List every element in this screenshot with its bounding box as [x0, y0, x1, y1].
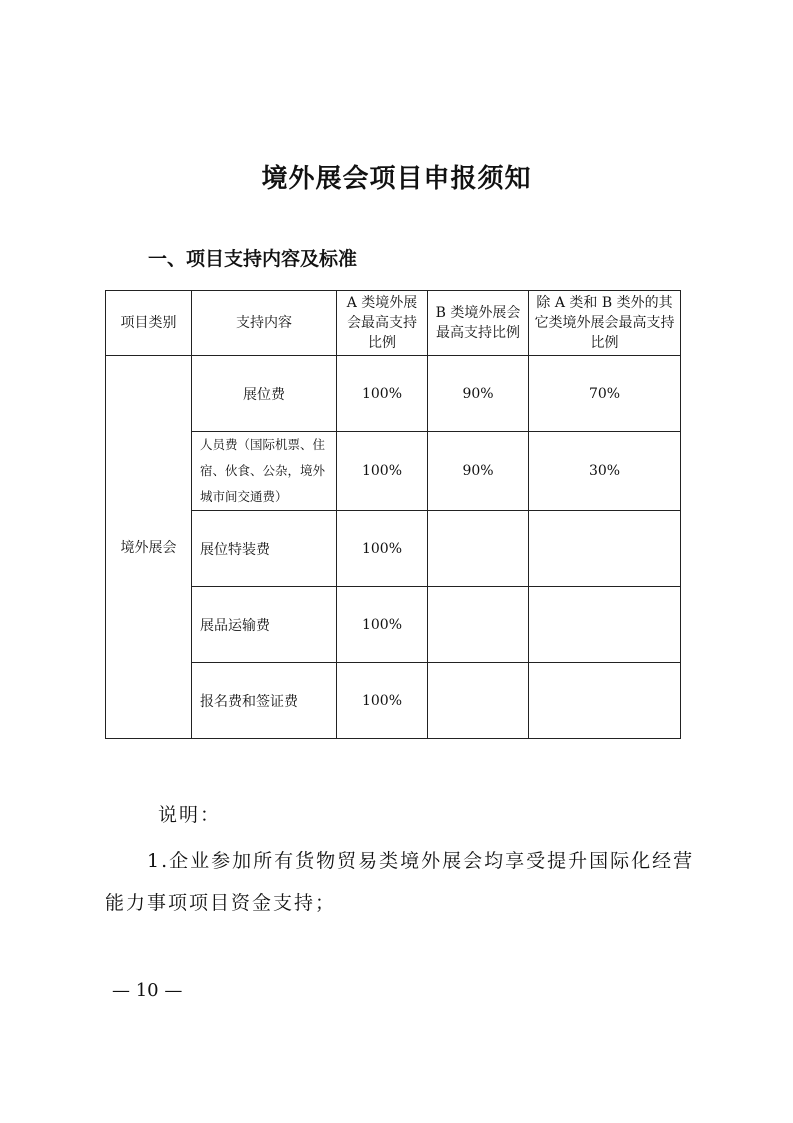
a-class-cell: 100% [337, 432, 428, 511]
content-cell: 展位特装费 [192, 511, 337, 587]
b-class-cell [428, 663, 529, 739]
a-class-cell: 100% [337, 356, 428, 432]
table-header-row [106, 291, 681, 356]
b-class-cell [428, 587, 529, 663]
support-standard-table [105, 290, 681, 739]
other-class-cell [529, 511, 681, 587]
header-b-class: B 类境外展会最高支持比例 [428, 291, 529, 356]
content-cell: 人员费（国际机票、住宿、伙食、公杂，境外城市间交通费） [192, 432, 337, 511]
b-class-cell: 90% [428, 356, 529, 432]
notes-label: 说明： [158, 804, 222, 826]
page-title: 境外展会项目申报须知 [261, 164, 532, 194]
other-class-cell: 70% [529, 356, 681, 432]
content-cell: 展位费 [192, 356, 337, 432]
note-item-1: 1.企业参加所有货物贸易类境外展会均享受提升国际化经营能力事项项目资金支持； [105, 850, 695, 914]
page-number: — 10 — [112, 980, 183, 1001]
a-class-cell: 100% [337, 663, 428, 739]
header-content: 支持内容 [192, 291, 337, 356]
header-a-class: A 类境外展会最高支持比例 [337, 291, 428, 356]
other-class-cell: 30% [529, 432, 681, 511]
content-cell: 展品运输费 [192, 587, 337, 663]
other-class-cell [529, 663, 681, 739]
b-class-cell: 90% [428, 432, 529, 511]
table-row [106, 663, 681, 739]
table-row [106, 511, 681, 587]
content-cell: 报名费和签证费 [192, 663, 337, 739]
header-other-class: 除 A 类和 B 类外的其它类境外展会最高支持比例 [529, 291, 681, 356]
section-heading: 一、项目支持内容及标准 [148, 248, 358, 270]
header-category: 项目类别 [106, 291, 192, 356]
category-cell: 境外展会 [106, 356, 192, 739]
b-class-cell [428, 511, 529, 587]
other-class-cell [529, 587, 681, 663]
table-row [106, 432, 681, 511]
table-row [106, 356, 681, 432]
a-class-cell: 100% [337, 587, 428, 663]
a-class-cell: 100% [337, 511, 428, 587]
table-row [106, 587, 681, 663]
